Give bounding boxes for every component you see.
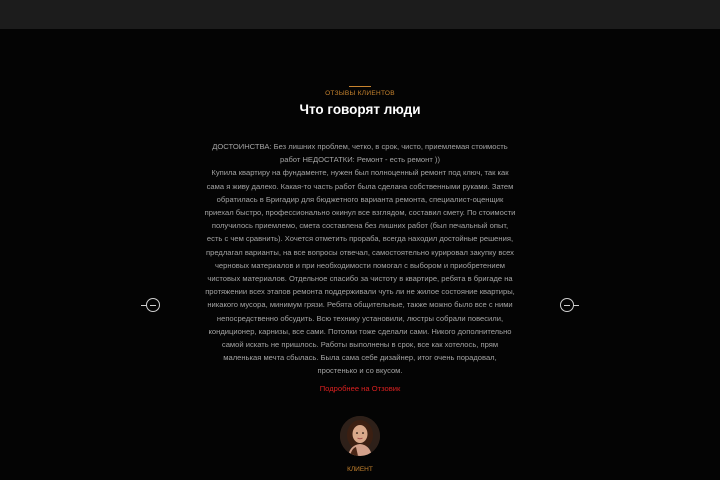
review-line: самой искать не пришлось. Работы выполнены в срок, все как хотелось, прям <box>221 340 499 350</box>
review-line: сама я живу далеко. Какая-то часть работ была сделана собственными руками. Затем <box>206 181 514 191</box>
review-line: простенько и со вкусом. <box>317 366 403 376</box>
review-line: приехал быстро, профессионально окинул все взглядом, составил смету. По стоимости <box>204 208 516 218</box>
section-title: Что говорят люди <box>299 102 421 117</box>
review-line: никакого мусора, минимум грязи. Ребята общительные, также можно было все с ними <box>207 300 513 310</box>
client-avatar-image <box>340 416 380 456</box>
review-line: ДОСТОИНСТВА: Без лишних проблем, четко, в срок, чисто, приемлемая стоимость <box>212 142 508 151</box>
review-line: кондиционер, карнизы, все сами. Потолки тоже сделали сами. Никого дополнительно <box>208 326 512 336</box>
review-line: маленькая мечта сбылась. Была сама себе дизайнер, итог очень порадовал, <box>223 353 497 363</box>
review-line: обратилась в Бригадир для бюджетного варианта ремонта, специалист-оценщик <box>216 194 504 204</box>
review-line: черновых материалов и при необходимости помогал с выбором и приобретением <box>214 260 506 270</box>
review-line: есть с чем сравнить). Хочется отметить прораба, всегда находил достойные решения, <box>206 234 514 244</box>
client-avatar <box>340 416 380 456</box>
review-line: получилось приемлемо, смета составлена без лишних работ (был печальный опыт, <box>211 221 509 231</box>
slider-prev-button[interactable] <box>146 298 160 312</box>
review-line: предлагал варианты, на все вопросы отвечал, самостоятельно курировал закупку всех <box>206 247 514 257</box>
accent-divider <box>349 86 371 87</box>
client-name: КЛИЕНТ <box>347 466 373 473</box>
top-bar <box>0 0 720 29</box>
review-line: работ НЕДОСТАТКИ: Ремонт - есть ремонт )) <box>280 155 440 165</box>
review-line: непосредственно обсудить. Всю технику установили, люстры собрали повесили, <box>216 313 504 323</box>
review-line: протяжении всех этапов ремонта поддерживали чуть ли не жилое состояние квартиры, <box>205 287 515 297</box>
review-text <box>204 140 516 378</box>
slider-next-button[interactable] <box>560 298 574 312</box>
review-line: Купила квартиру на фундаменте, нужен был полноценный ремонт под ключ, так как <box>211 168 509 178</box>
review-line: чистовых материалов. Отдельное спасибо за чистоту в квартире, ребята в бригаде на <box>207 274 513 284</box>
review-source-link[interactable]: Подробнее на Отзовик <box>319 384 401 393</box>
section-eyebrow: ОТЗЫВЫ КЛИЕНТОВ <box>325 90 395 97</box>
